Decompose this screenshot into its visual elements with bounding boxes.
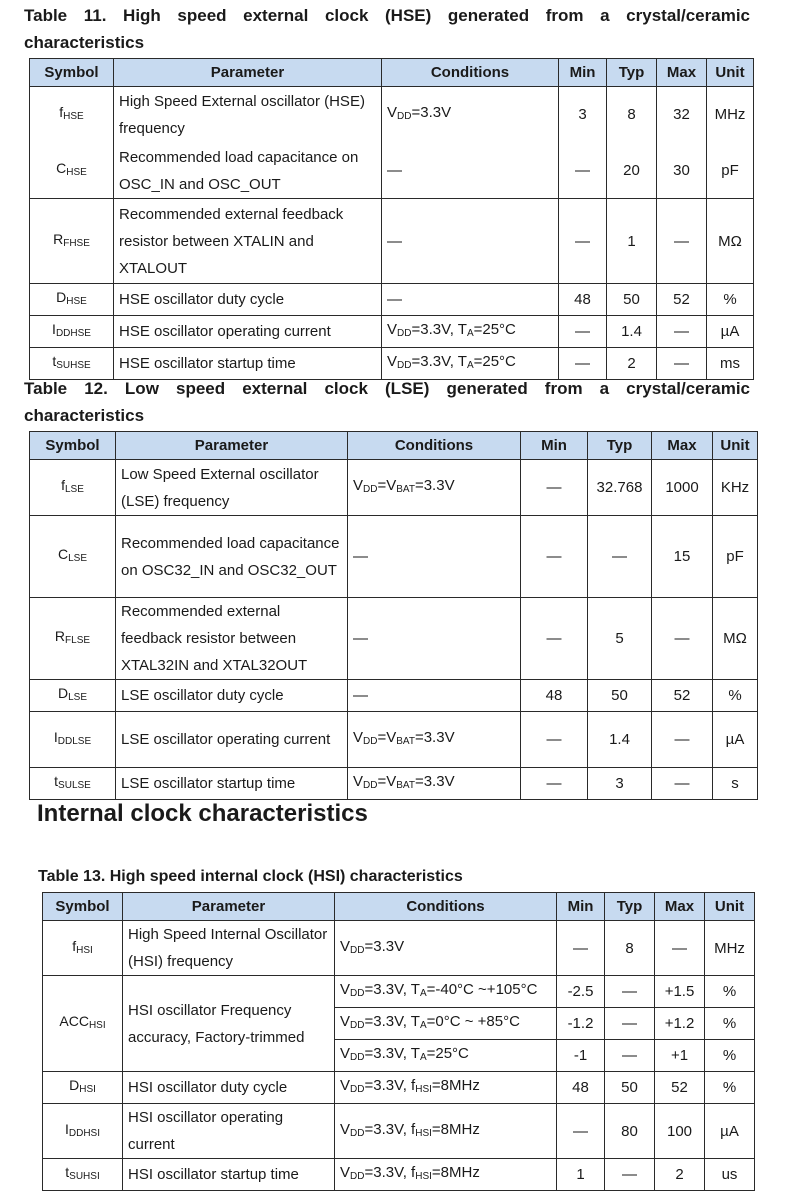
parameter-cell: HSE oscillator duty cycle [114,284,382,316]
min-cell: — [557,1104,605,1159]
parameter-cell: Low Speed External oscillator (LSE) frequency [116,460,348,516]
unit-cell: µA [705,1104,755,1159]
header-max: Max [655,893,705,921]
parameter-cell: Recommended load capacitance on OSC32_IN and OSC32_OUT [116,516,348,598]
table-row [43,1159,755,1191]
table-row [30,680,758,712]
unit-cell: MHz [705,921,755,976]
typ-cell: 3 [588,768,652,800]
parameter-cell: Recommended load capacitance on OSC_IN and OSC_OUT [114,143,382,199]
table-row [30,712,758,768]
conditions-cell: — [348,598,521,680]
header-typ: Typ [607,59,657,87]
conditions-cell: — [382,284,559,316]
typ-cell: 20 [607,143,657,199]
unit-cell: ms [707,348,754,380]
table-row [30,768,758,800]
min-cell: 3 [559,87,607,143]
header-parameter: Parameter [123,893,335,921]
min-cell: — [521,460,588,516]
unit-cell: % [705,1008,755,1040]
header-conditions: Conditions [348,432,521,460]
table-row [30,516,758,598]
unit-cell: % [705,1040,755,1072]
conditions-cell: $V_{DD}=V_{BAT}=3.3V$ [348,712,521,768]
typ-cell: 8 [607,87,657,143]
symbol-cell: $C_{HSE}$ [30,143,114,199]
conditions-cell: — [382,143,559,199]
unit-cell: MΩ [707,199,754,284]
table-row [30,284,754,316]
parameter-cell: High Speed External oscillator (HSE) frequency [114,87,382,143]
header-unit: Unit [713,432,758,460]
symbol-cell: $D_{LSE}$ [30,680,116,712]
typ-cell: 1.4 [607,316,657,348]
symbol-cell: $f_{LSE}$ [30,460,116,516]
min-cell: — [559,199,607,284]
symbol-cell: $t_{SULSE}$ [30,768,116,800]
table-12-caption-line1: Table 12. Low speed external clock (LSE) generated from a crystal/ceramic [24,379,750,398]
parameter-cell: HSI oscillator operating current [123,1104,335,1159]
min-cell: 48 [521,680,588,712]
section-title: Internal clock characteristics [37,800,368,827]
max-cell: — [652,712,713,768]
table-11 [29,58,754,380]
header-unit: Unit [707,59,754,87]
max-cell: — [657,316,707,348]
table-13-caption: Table 13. High speed internal clock (HSI) characteristics [38,868,463,885]
table-12-caption [24,375,750,429]
conditions-cell: $V_{DD}=V_{BAT}=3.3V$ [348,768,521,800]
symbol-cell: $C_{LSE}$ [30,516,116,598]
typ-cell: 5 [588,598,652,680]
min-cell: — [521,516,588,598]
conditions-cell: $V_{DD}=3.3V$, $f_{HSI}=8MHz$ [335,1159,557,1191]
symbol-cell: $f_{HSE}$ [30,87,114,143]
header-min: Min [521,432,588,460]
max-cell: — [657,199,707,284]
symbol-cell: $R_{FLSE}$ [30,598,116,680]
max-cell: 2 [655,1159,705,1191]
header-min: Min [559,59,607,87]
parameter-cell: HSE oscillator startup time [114,348,382,380]
header-conditions: Conditions [382,59,559,87]
unit-cell: pF [713,516,758,598]
conditions-cell: $V_{DD}=3.3V$, $T_A=0^\circ C$ ~ +85°C [335,1008,557,1040]
min-cell: 48 [559,284,607,316]
symbol-cell: $ACC_{HSI}$ [43,976,123,1072]
max-cell: 32 [657,87,707,143]
parameter-cell: HSI oscillator Frequency accuracy, Factory-trimmed [123,976,335,1072]
typ-cell: — [605,976,655,1008]
header-max: Max [652,432,713,460]
table-row [43,1072,755,1104]
unit-cell: % [705,1072,755,1104]
header-min: Min [557,893,605,921]
min-cell: -2.5 [557,976,605,1008]
parameter-cell: High Speed Internal Oscillator (HSI) frequency [123,921,335,976]
table-11-caption [24,2,750,56]
unit-cell: µA [707,316,754,348]
typ-cell: 1.4 [588,712,652,768]
parameter-cell: Recommended external feedback resistor between XTALIN and XTALOUT [114,199,382,284]
min-cell: — [521,768,588,800]
min-cell: — [559,348,607,380]
symbol-cell: $D_{HSE}$ [30,284,114,316]
typ-cell: 80 [605,1104,655,1159]
typ-cell: 8 [605,921,655,976]
conditions-cell: $V_{DD}=3.3V$, $f_{HSI}=8MHz$ [335,1104,557,1159]
unit-cell: MΩ [713,598,758,680]
table-13 [42,892,755,1191]
header-symbol: Symbol [30,432,116,460]
table-12-caption-line2: characteristics [24,406,145,425]
min-cell: 48 [557,1072,605,1104]
max-cell: 52 [652,680,713,712]
conditions-cell: — [348,680,521,712]
max-cell: +1.5 [655,976,705,1008]
table-row [30,460,758,516]
unit-cell: % [707,284,754,316]
min-cell: -1 [557,1040,605,1072]
min-cell: 1 [557,1159,605,1191]
min-cell: — [521,712,588,768]
max-cell: — [652,768,713,800]
header-conditions: Conditions [335,893,557,921]
typ-cell: 50 [605,1072,655,1104]
conditions-cell: $V_{DD}=3.3V$, $f_{HSI}=8MHz$ [335,1072,557,1104]
header-typ: Typ [588,432,652,460]
conditions-cell: $V_{DD}=3.3V$, $T_A=25^\circ C$ [382,316,559,348]
table-12 [29,431,758,800]
table-header-row [30,432,758,460]
conditions-cell: $V_{DD}=3.3V$, $T_A=25^\circ C$ [335,1040,557,1072]
parameter-cell: Recommended external feedback resistor between XTAL32IN and XTAL32OUT [116,598,348,680]
typ-cell: — [605,1008,655,1040]
typ-cell: — [605,1159,655,1191]
symbol-cell: $I_{DDHSE}$ [30,316,114,348]
min-cell: — [521,598,588,680]
table-row [43,976,755,1008]
conditions-cell: — [382,199,559,284]
table-row [43,921,755,976]
header-parameter: Parameter [114,59,382,87]
parameter-cell: LSE oscillator operating current [116,712,348,768]
unit-cell: pF [707,143,754,199]
unit-cell: s [713,768,758,800]
max-cell: 1000 [652,460,713,516]
max-cell: 52 [657,284,707,316]
symbol-cell: $t_{SUHSE}$ [30,348,114,380]
typ-cell: 50 [607,284,657,316]
unit-cell: us [705,1159,755,1191]
header-symbol: Symbol [43,893,123,921]
min-cell: -1.2 [557,1008,605,1040]
table-header-row [30,59,754,87]
max-cell: — [652,598,713,680]
table-row [30,143,754,199]
max-cell: 15 [652,516,713,598]
max-cell: 30 [657,143,707,199]
symbol-cell: $D_{HSI}$ [43,1072,123,1104]
symbol-cell: $R_{FHSE}$ [30,199,114,284]
max-cell: 52 [655,1072,705,1104]
max-cell: +1.2 [655,1008,705,1040]
table-header-row [43,893,755,921]
typ-cell: 1 [607,199,657,284]
table-11-caption-line2: characteristics [24,33,145,52]
unit-cell: KHz [713,460,758,516]
typ-cell: 32.768 [588,460,652,516]
table-row [30,316,754,348]
conditions-cell: $V_{DD}=V_{BAT}=3.3V$ [348,460,521,516]
unit-cell: % [713,680,758,712]
table-row [30,598,758,680]
unit-cell: MHz [707,87,754,143]
header-max: Max [657,59,707,87]
min-cell: — [559,143,607,199]
table-row [30,87,754,143]
unit-cell: % [705,976,755,1008]
conditions-cell: $V_{DD}=3.3V$ [335,921,557,976]
header-unit: Unit [705,893,755,921]
conditions-cell: $V_{DD}=3.3V$, $T_A=25^\circ C$ [382,348,559,380]
typ-cell: 50 [588,680,652,712]
parameter-cell: HSI oscillator startup time [123,1159,335,1191]
symbol-cell: $t_{SUHSI}$ [43,1159,123,1191]
parameter-cell: LSE oscillator startup time [116,768,348,800]
parameter-cell: LSE oscillator duty cycle [116,680,348,712]
min-cell: — [559,316,607,348]
conditions-cell: $V_{DD}=3.3V$ [382,87,559,143]
symbol-cell: $f_{HSI}$ [43,921,123,976]
max-cell: +1 [655,1040,705,1072]
min-cell: — [557,921,605,976]
table-11-caption-line1: Table 11. High speed external clock (HSE) generated from a crystal/ceramic [24,6,750,25]
typ-cell: — [588,516,652,598]
header-parameter: Parameter [116,432,348,460]
parameter-cell: HSE oscillator operating current [114,316,382,348]
max-cell: 100 [655,1104,705,1159]
parameter-cell: HSI oscillator duty cycle [123,1072,335,1104]
max-cell: — [655,921,705,976]
symbol-cell: $I_{DDLSE}$ [30,712,116,768]
table-row [30,199,754,284]
typ-cell: — [605,1040,655,1072]
unit-cell: µA [713,712,758,768]
max-cell: — [657,348,707,380]
table-row [43,1104,755,1159]
typ-cell: 2 [607,348,657,380]
conditions-cell: $V_{DD}=3.3V$, $T_A=-40^\circ C$ ~+105°C [335,976,557,1008]
symbol-cell: $I_{DDHSI}$ [43,1104,123,1159]
header-symbol: Symbol [30,59,114,87]
header-typ: Typ [605,893,655,921]
conditions-cell: — [348,516,521,598]
